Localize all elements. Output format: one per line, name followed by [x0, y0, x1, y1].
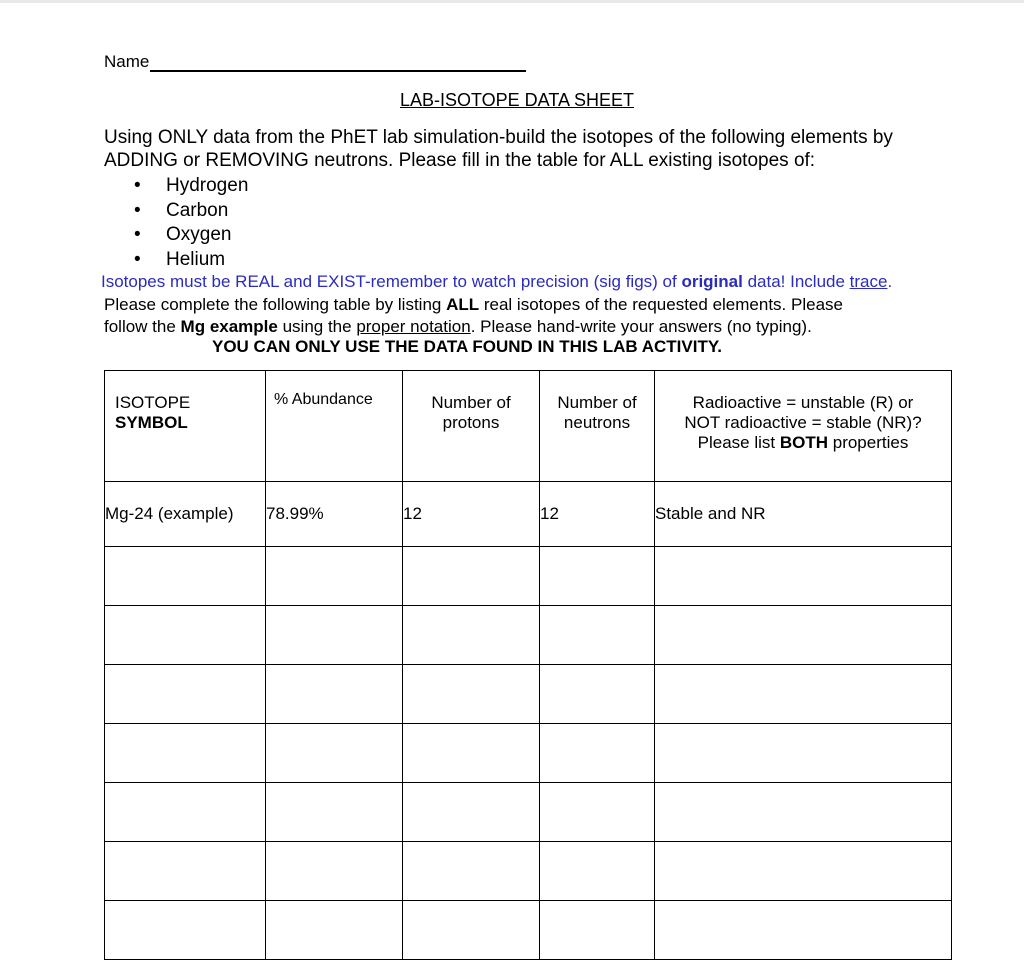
list-item: • Carbon — [134, 199, 248, 224]
blank-cell[interactable] — [540, 842, 655, 901]
table-row — [105, 606, 952, 665]
blank-cell[interactable] — [266, 783, 403, 842]
example-abundance: 78.99% — [266, 482, 403, 547]
blank-cell[interactable] — [655, 547, 952, 606]
example-neutrons: 12 — [540, 482, 655, 547]
name-label: Name — [104, 52, 150, 71]
blank-cell[interactable] — [403, 901, 540, 960]
blank-cell[interactable] — [540, 606, 655, 665]
blank-cell[interactable] — [266, 842, 403, 901]
table-row — [105, 724, 952, 783]
name-blank-line — [150, 53, 526, 72]
blank-cell[interactable] — [105, 901, 266, 960]
header-isotope-symbol: ISOTOPE SYMBOL — [105, 371, 266, 482]
blank-cell[interactable] — [655, 783, 952, 842]
table-row — [105, 901, 952, 960]
blank-cell[interactable] — [403, 606, 540, 665]
name-field — [104, 52, 526, 72]
blank-cell[interactable] — [266, 547, 403, 606]
page-top-border — [0, 0, 1024, 3]
blank-cell[interactable] — [266, 901, 403, 960]
table-row-example — [105, 482, 952, 547]
data-restriction-note: YOU CAN ONLY USE THE DATA FOUND IN THIS LAB ACTIVITY. — [211, 337, 723, 356]
blank-cell[interactable] — [403, 724, 540, 783]
blank-cell[interactable] — [105, 547, 266, 606]
bullet-icon: • — [134, 224, 141, 245]
intro-line-2: ADDING or REMOVING neutrons. Please fill in the table for ALL existing isotopes of: — [104, 150, 816, 171]
blank-cell[interactable] — [403, 842, 540, 901]
example-protons: 12 — [403, 482, 540, 547]
blank-cell[interactable] — [266, 724, 403, 783]
bullet-icon: • — [134, 175, 141, 196]
list-item: • Oxygen — [134, 223, 248, 248]
header-abundance: % Abundance — [266, 371, 403, 482]
example-stability: Stable and NR — [655, 482, 952, 547]
blank-cell[interactable] — [655, 901, 952, 960]
blank-cell[interactable] — [655, 724, 952, 783]
table-header-row — [105, 371, 952, 482]
header-radioactive: Radioactive = unstable (R) or NOT radioactive = stable (NR)? Please list BOTH properties — [655, 371, 952, 482]
intro-line-1: Using ONLY data from the PhET lab simulation-build the isotopes of the following elements by — [104, 127, 893, 148]
blank-cell[interactable] — [266, 665, 403, 724]
blank-cell[interactable] — [540, 901, 655, 960]
blank-cell[interactable] — [403, 547, 540, 606]
bullet-icon: • — [134, 199, 141, 221]
list-item: • Hydrogen — [134, 174, 248, 199]
blank-cell[interactable] — [105, 842, 266, 901]
blank-cell[interactable] — [655, 665, 952, 724]
blank-cell[interactable] — [266, 606, 403, 665]
precision-note: Isotopes must be REAL and EXIST-remember to watch precision (sig figs) of original data! Include trace. — [101, 272, 893, 291]
blank-cell[interactable] — [403, 783, 540, 842]
blank-cell[interactable] — [655, 606, 952, 665]
header-neutrons: Number of neutrons — [540, 371, 655, 482]
instructions-paragraph: Please complete the following table by listing ALL real isotopes of the requested elements. Please follow the Mg example using the proper notation. Please hand-write your answers (no typing). — [104, 295, 843, 336]
table-row — [105, 665, 952, 724]
header-protons: Number of protons — [403, 371, 540, 482]
bullet-icon: • — [134, 248, 141, 270]
blank-cell[interactable] — [540, 665, 655, 724]
example-symbol: Mg-24 (example) — [105, 482, 266, 547]
blank-cell[interactable] — [540, 547, 655, 606]
list-item: • Helium — [134, 248, 248, 273]
blank-cell[interactable] — [105, 724, 266, 783]
blank-cell[interactable] — [540, 724, 655, 783]
trace-link[interactable]: trace — [849, 272, 888, 291]
table-row — [105, 783, 952, 842]
blank-cell[interactable] — [105, 783, 266, 842]
element-list — [134, 174, 248, 272]
table-row — [105, 547, 952, 606]
table-row — [105, 842, 952, 901]
instructions-intro — [104, 126, 984, 172]
blank-cell[interactable] — [540, 783, 655, 842]
blank-cell[interactable] — [105, 665, 266, 724]
page-title: LAB-ISOTOPE DATA SHEET — [399, 90, 635, 110]
isotope-table — [104, 370, 952, 960]
blank-cell[interactable] — [403, 665, 540, 724]
blank-cell[interactable] — [105, 606, 266, 665]
proper-notation-text: proper notation — [356, 317, 471, 336]
blank-cell[interactable] — [655, 842, 952, 901]
